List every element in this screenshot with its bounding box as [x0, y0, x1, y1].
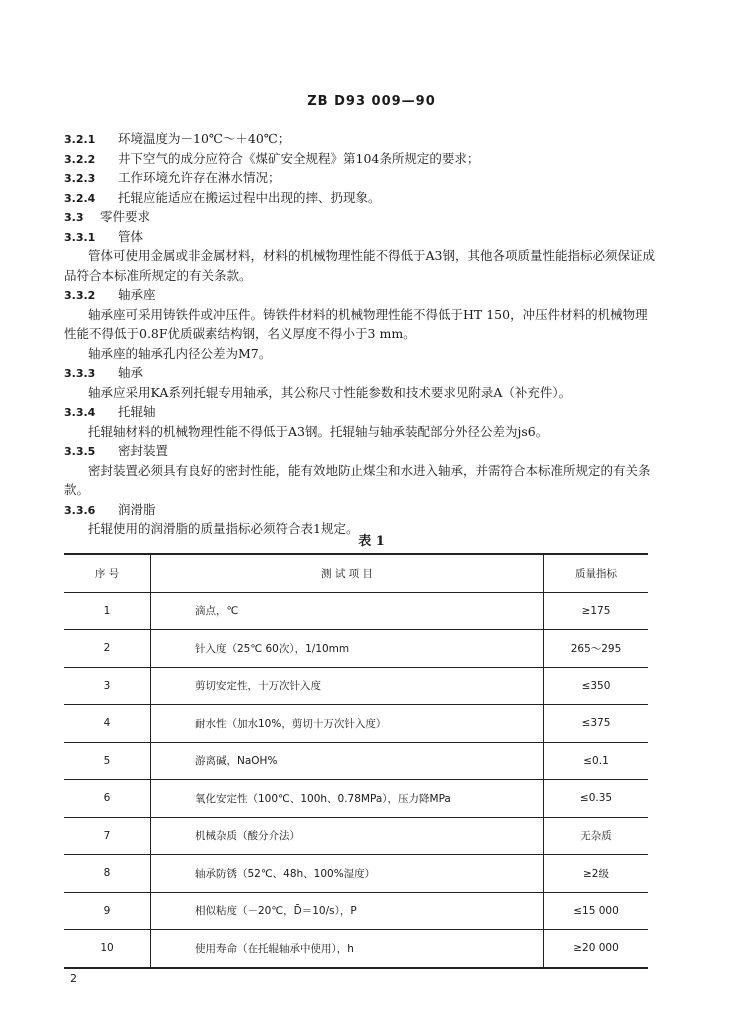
- clause-3-3-3: [64, 363, 660, 383]
- clause-3-2-4: [64, 188, 660, 208]
- clause-number: 3.3.4: [64, 406, 96, 419]
- clause-text: 井下空气的成分应符合《煤矿安全规程》第104条所规定的要求；: [118, 150, 480, 166]
- section-title: 零件要求: [100, 209, 151, 224]
- cell-serial-no: 9: [64, 892, 151, 930]
- clause-3-2-3: [64, 168, 660, 188]
- cell-serial-no: 7: [64, 817, 151, 855]
- cell-serial-no: 2: [64, 630, 151, 668]
- header-serial-no: 序 号: [64, 554, 151, 592]
- paragraph-3-3-3: 轴承应采用KA系列托辊专用轴承，其公称尺寸性能参数和技术要求见附录A（补充件）。: [88, 384, 572, 400]
- clause-title: 管体: [118, 228, 144, 244]
- page-number: 2: [70, 972, 77, 985]
- cell-serial-no: 10: [64, 930, 151, 968]
- cell-serial-no: 4: [64, 705, 151, 743]
- clause-3-3-2: [64, 285, 660, 305]
- clause-title: 轴承座: [118, 287, 156, 302]
- table-row: [64, 930, 648, 968]
- table-row: [64, 780, 648, 818]
- clause-number: 3.2.3: [64, 172, 96, 185]
- header-quality-index: 质量指标: [544, 554, 649, 592]
- cell-quality-index: 265～295: [544, 630, 649, 668]
- cell-test-item: 氧化安定性（100℃、100h、0.78MPa），压力降MPa: [151, 780, 544, 818]
- cell-serial-no: 1: [64, 592, 151, 630]
- clause-text: 托辊应能适应在搬运过程中出现的摔、扔现象。: [118, 189, 381, 205]
- cell-quality-index: ≤0.1: [544, 742, 649, 780]
- clause-number: 3.3.2: [64, 289, 96, 302]
- table-row: [64, 742, 648, 780]
- clause-number: 3.3.6: [64, 503, 96, 517]
- cell-serial-no: 8: [64, 855, 151, 893]
- clause-3-3-6: [64, 500, 660, 520]
- clause-3-2-1: [64, 129, 660, 149]
- clause-text: 环境温度为－10℃～＋40℃；: [118, 131, 291, 146]
- cell-serial-no: 3: [64, 667, 151, 705]
- cell-quality-index: 无杂质: [544, 817, 649, 855]
- cell-test-item: 相似粘度（－20℃，D̄＝10/s），P: [151, 892, 544, 930]
- table-row: [64, 892, 648, 930]
- cell-test-item: 使用寿命（在托辊轴承中使用），h: [151, 930, 544, 968]
- clause-number: 3.3: [64, 211, 84, 224]
- paragraph-3-3-2-b: 轴承座的轴承孔内径公差为M7。: [88, 345, 272, 361]
- grease-quality-table: [64, 553, 648, 969]
- cell-serial-no: 6: [64, 780, 151, 818]
- paragraph-3-3-1: 管体可使用金属或非金属材料，材料的机械物理性能不得低于A3钢，其他各项质量性能指标必须保证成品符合本标准所规定的有关条款。: [64, 248, 655, 283]
- cell-test-item: 轴承防锈（52℃、48h、100%湿度）: [151, 855, 544, 893]
- clause-title: 托辊轴: [118, 404, 156, 419]
- clause-number: 3.2.1: [64, 133, 96, 146]
- header-test-item: 测 试 项 目: [151, 554, 544, 592]
- clause-number: 3.3.5: [64, 445, 96, 458]
- clause-title: 密封装置: [118, 443, 169, 458]
- cell-quality-index: ≤15 000: [544, 892, 649, 930]
- cell-test-item: 耐水性（加水10%，剪切十万次针入度）: [151, 705, 544, 743]
- cell-quality-index: ≥20 000: [544, 930, 649, 968]
- document-body: [64, 129, 660, 539]
- cell-test-item: 剪切安定性，十万次针入度: [151, 667, 544, 705]
- table-header-row: [64, 554, 648, 592]
- table-row: [64, 592, 648, 630]
- cell-serial-no: 5: [64, 742, 151, 780]
- cell-test-item: 机械杂质（酸分介法）: [151, 817, 544, 855]
- paragraph-3-3-6: 托辊使用的润滑脂的质量指标必须符合表1规定。: [88, 521, 359, 536]
- cell-quality-index: ≤0.35: [544, 780, 649, 818]
- cell-quality-index: ≥175: [544, 592, 649, 630]
- clause-number: 3.2.4: [64, 191, 96, 205]
- standard-code-header: ZB D93 009—90: [307, 94, 436, 109]
- clause-number: 3.2.2: [64, 152, 96, 166]
- table-body: [64, 592, 648, 968]
- clause-title: 轴承: [118, 365, 144, 380]
- clause-3-3-5: [64, 441, 660, 461]
- table-row: [64, 667, 648, 705]
- clause-text: 工作环境允许存在淋水情况；: [118, 170, 281, 185]
- clause-3-2-2: [64, 149, 660, 169]
- table-row: [64, 817, 648, 855]
- section-3-3: [64, 207, 660, 227]
- clause-3-3-4: [64, 402, 660, 422]
- table-caption: 表 1: [358, 534, 385, 549]
- cell-quality-index: ≤350: [544, 667, 649, 705]
- cell-quality-index: ≤375: [544, 705, 649, 743]
- paragraph-3-3-4: 托辊轴材料的机械物理性能不得低于A3钢。托辊轴与轴承装配部分外径公差为js6。: [88, 423, 549, 439]
- cell-test-item: 滴点，℃: [151, 592, 544, 630]
- paragraph-3-3-5: 密封装置必须具有良好的密封性能，能有效地防止煤尘和水进入轴承，并需符合本标准所规定的有关条款。: [64, 462, 651, 497]
- cell-quality-index: ≥2级: [544, 855, 649, 893]
- paragraph-3-3-2-a: 轴承座可采用铸铁件或冲压件。铸铁件材料的机械物理性能不得低于HT 150，冲压件材料的机械物理性能不得低于0.8F优质碳素结构钢，名义厚度不得小于3 mm。: [64, 306, 648, 341]
- cell-test-item: 游离碱，NaOH%: [151, 742, 544, 780]
- clause-title: 润滑脂: [118, 501, 156, 517]
- clause-number: 3.3.1: [64, 230, 96, 244]
- table-row: [64, 855, 648, 893]
- clause-number: 3.3.3: [64, 367, 96, 380]
- clause-3-3-1: [64, 227, 660, 247]
- table-row: [64, 630, 648, 668]
- table-row: [64, 705, 648, 743]
- cell-test-item: 针入度（25℃ 60次），1/10mm: [151, 630, 544, 668]
